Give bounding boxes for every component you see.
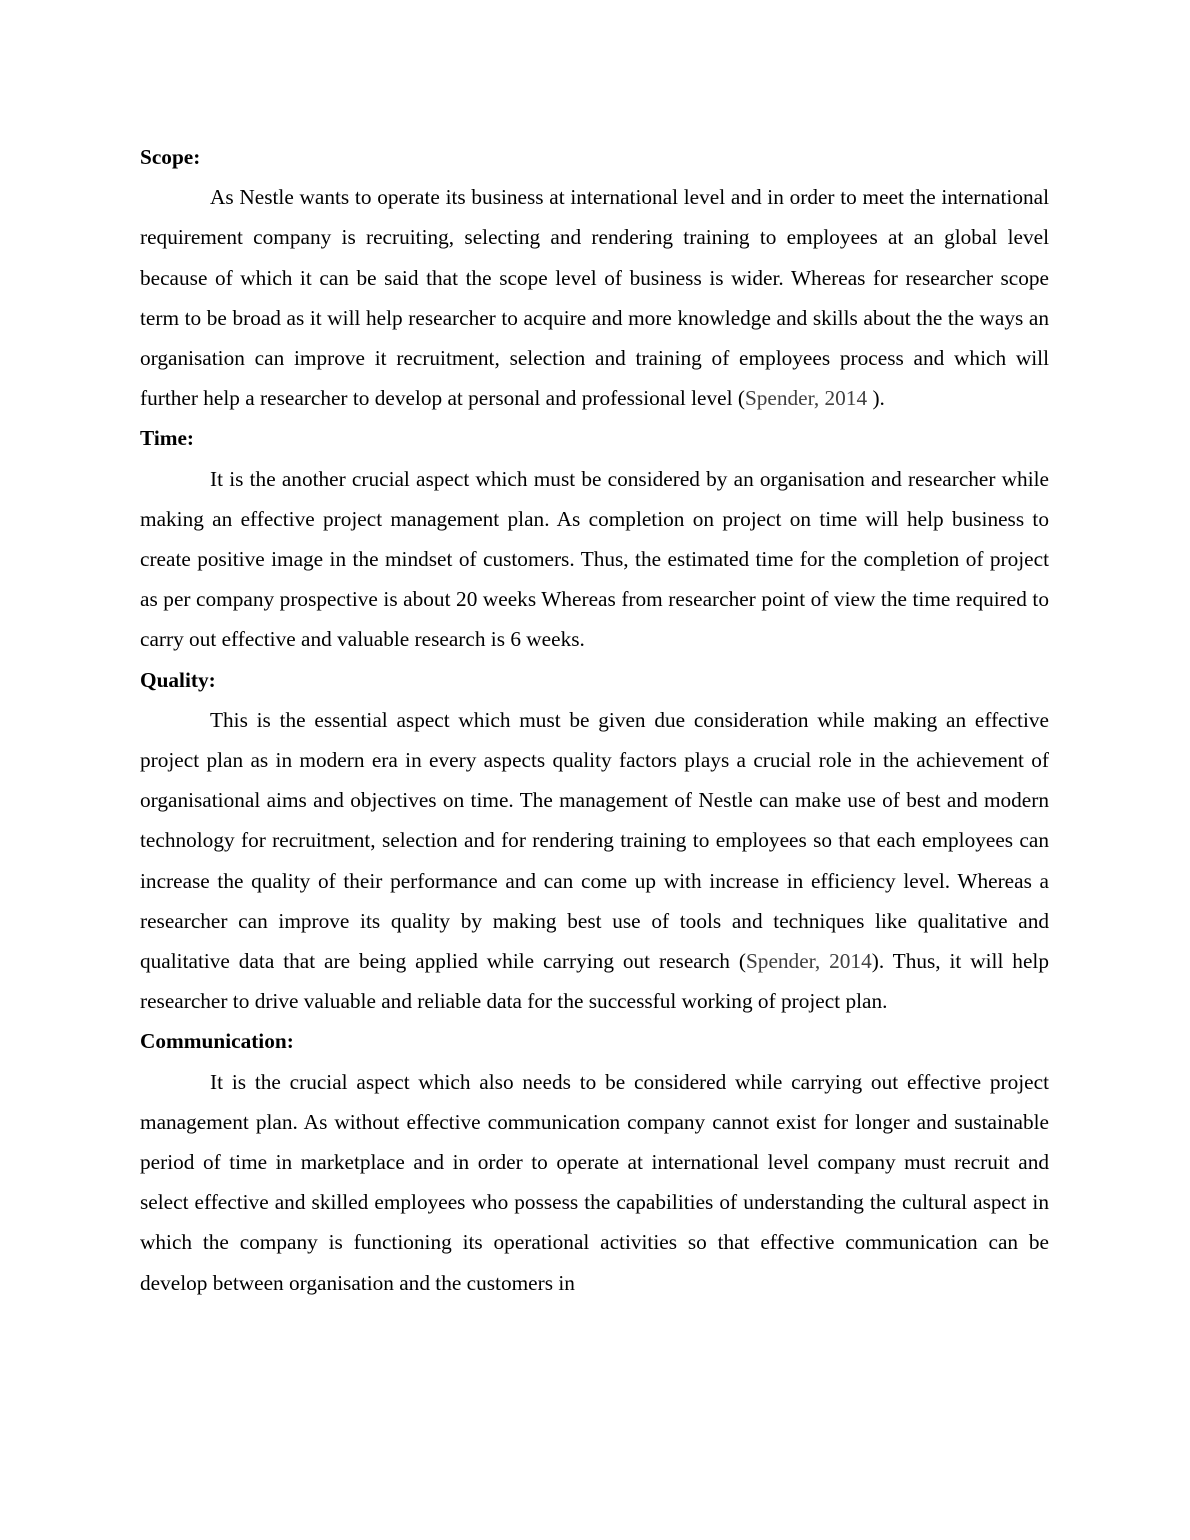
- scope-text-end: ).: [867, 386, 885, 411]
- quality-text: This is the essential aspect which must be given due consideration while making an effective project plan as in modern era in every aspects quality factors plays a crucial role in the achievement of organisational aims and objectives on time. The management of Nestle can make use of best and modern technology for recruitment, selection and for rendering training to employees so that each employees can increase the quality of their performance and can come up with increase in efficiency level. Whereas a researcher can improve its quality by making best use of tools and techniques like qualitative and qualitative data that are being applied while carrying out research (: [140, 707, 1049, 974]
- quality-citation: Spender, 2014: [745, 949, 872, 974]
- scope-paragraph: [140, 177, 1049, 418]
- quality-text-end: ). Thus, it will help researcher to drive valuable and reliable data for the successful working of project plan.: [140, 949, 1049, 1014]
- scope-citation: Spender, 2014: [744, 386, 868, 411]
- communication-heading: Communication:: [140, 1029, 294, 1054]
- time-text: It is the another crucial aspect which must be considered by an organisation and researcher while making an effective project management plan. As completion on project on time will help business to create positive image in the mindset of customers. Thus, the estimated time for the completion of project as per company prospective is about 20 weeks Whereas from researcher point of view the time required to carry out effective and valuable research is 6 weeks.: [140, 466, 1049, 652]
- quality-paragraph: [140, 700, 1049, 1022]
- time-paragraph: [140, 459, 1049, 660]
- quality-heading: Quality:: [140, 667, 216, 692]
- document-page: [140, 137, 1049, 1303]
- scope-heading: Scope:: [140, 145, 201, 169]
- communication-text: It is the crucial aspect which also needs to be considered while carrying out effective project management plan. As without effective communication company cannot exist for longer and sustainable period of time in marketplace and in order to operate at international level company must recruit and select effective and skilled employees who possess the capabilities of understanding the cultural aspect in which the company is functioning its operational activities so that effective communication can be develop between organisation and the customers in: [140, 1069, 1049, 1295]
- time-heading: Time:: [140, 426, 195, 451]
- communication-paragraph: [140, 1062, 1049, 1303]
- scope-text: As Nestle wants to operate its business at international level and in order to meet the international requirement company is recruiting, selecting and rendering training to employees at an global level because of which it can be said that the scope level of business is wider. Whereas for researcher scope term to be broad as it will help researcher to acquire and more knowledge and skills about the the ways an organisation can improve it recruitment, selection and training of employees process and which will further help a researcher to develop at personal and professional level (: [140, 185, 1049, 411]
